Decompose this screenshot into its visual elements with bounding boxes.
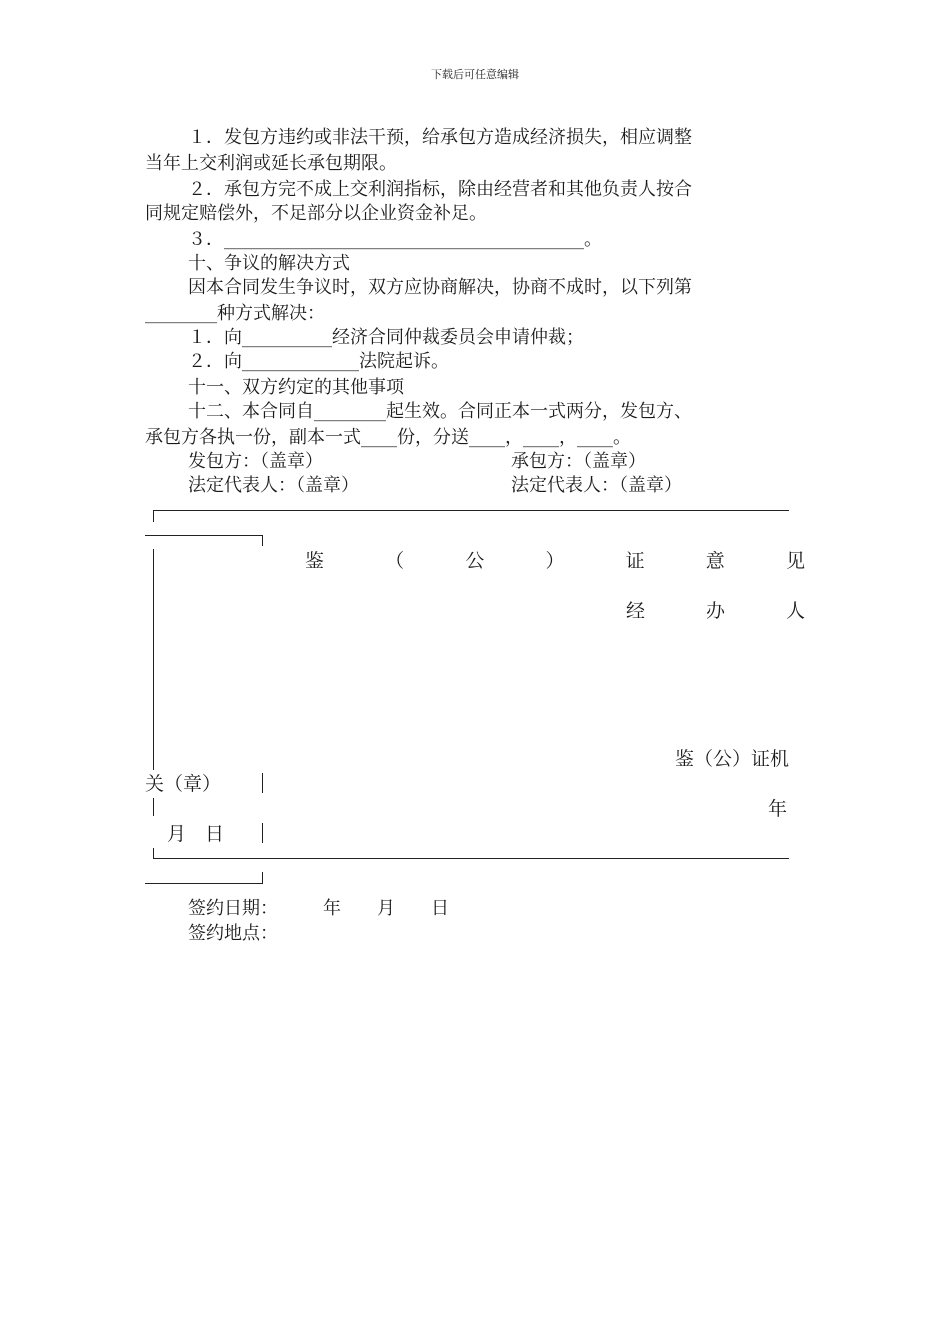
frame-top-line <box>153 510 789 511</box>
handler-char: 经 <box>626 600 646 622</box>
section-12-line-1: 十二、本合同自________起生效。合同正本一式两分，发包方、 <box>188 401 692 422</box>
frame-top-wrap-line <box>145 535 263 536</box>
notary-title-char: 意 <box>705 550 725 572</box>
frame-bottom-line <box>153 858 789 859</box>
clause-3-blank: ３．________________________________________。 <box>188 229 602 250</box>
notary-org-line-2: 关（章） <box>145 773 222 795</box>
notary-year: 年 <box>768 798 788 820</box>
section-10-option-2: ２．向_____________法院起诉。 <box>188 351 449 372</box>
frame-bottom-right-corner <box>262 872 263 883</box>
sign-date: 签约日期： 年 月 日 <box>188 898 449 919</box>
section-10-line-2: ________种方式解决： <box>145 303 325 324</box>
clause-2-line-1: ２．承包方完不成上交利润指标，除由经营者和其他负责人按合 <box>188 179 692 200</box>
notary-title-char: 见 <box>785 550 805 572</box>
notary-opinion-title <box>305 548 805 574</box>
notary-org-line-1: 鉴（公）证机 <box>675 748 790 770</box>
clause-2-line-2: 同规定赔偿外，不足部分以企业资金补足。 <box>145 203 487 224</box>
notary-month-day: 月 日 <box>167 823 225 845</box>
section-11-title: 十一、双方约定的其他事项 <box>188 377 404 398</box>
page-header-note: 下载后可任意编辑 <box>431 68 519 81</box>
notary-title-char: 鉴 <box>305 550 325 572</box>
clause-1-line-1: １．发包方违约或非法干预，给承包方造成经济损失，相应调整 <box>188 127 692 148</box>
frame-right-segment-2 <box>262 823 263 843</box>
section-10-title: 十、争议的解决方式 <box>188 253 350 274</box>
notary-title-char: ） <box>545 550 565 572</box>
frame-top-right-corner <box>262 535 263 546</box>
party-b-seal: 承包方：（盖章） <box>511 451 646 472</box>
frame-left-segment-2 <box>153 798 154 816</box>
frame-right-segment-1 <box>262 773 263 793</box>
frame-top-left-corner <box>153 510 154 522</box>
notary-title-char: 证 <box>625 550 645 572</box>
frame-bottom-wrap-line <box>145 883 263 884</box>
section-12-line-2: 承包方各执一份，副本一式____份，分送____，____，____。 <box>145 427 631 448</box>
frame-bottom-left-corner <box>153 848 154 858</box>
section-10-option-1: １．向__________经济合同仲裁委员会申请仲裁； <box>188 327 584 348</box>
handler-char: 人 <box>785 600 805 622</box>
sign-place: 签约地点： <box>188 923 278 944</box>
clause-1-line-2: 当年上交利润或延长承包期限。 <box>145 153 397 174</box>
party-a-representative: 法定代表人：（盖章） <box>188 475 359 496</box>
notary-title-char: （ <box>385 550 405 572</box>
section-10-line-1: 因本合同发生争议时，双方应协商解决，协商不成时，以下列第 <box>188 277 692 298</box>
notary-handler-label <box>626 598 805 624</box>
frame-left-line <box>153 549 154 770</box>
notary-title-char: 公 <box>465 550 485 572</box>
party-b-representative: 法定代表人：（盖章） <box>511 475 682 496</box>
handler-char: 办 <box>705 600 725 622</box>
party-a-seal: 发包方：（盖章） <box>188 451 323 472</box>
